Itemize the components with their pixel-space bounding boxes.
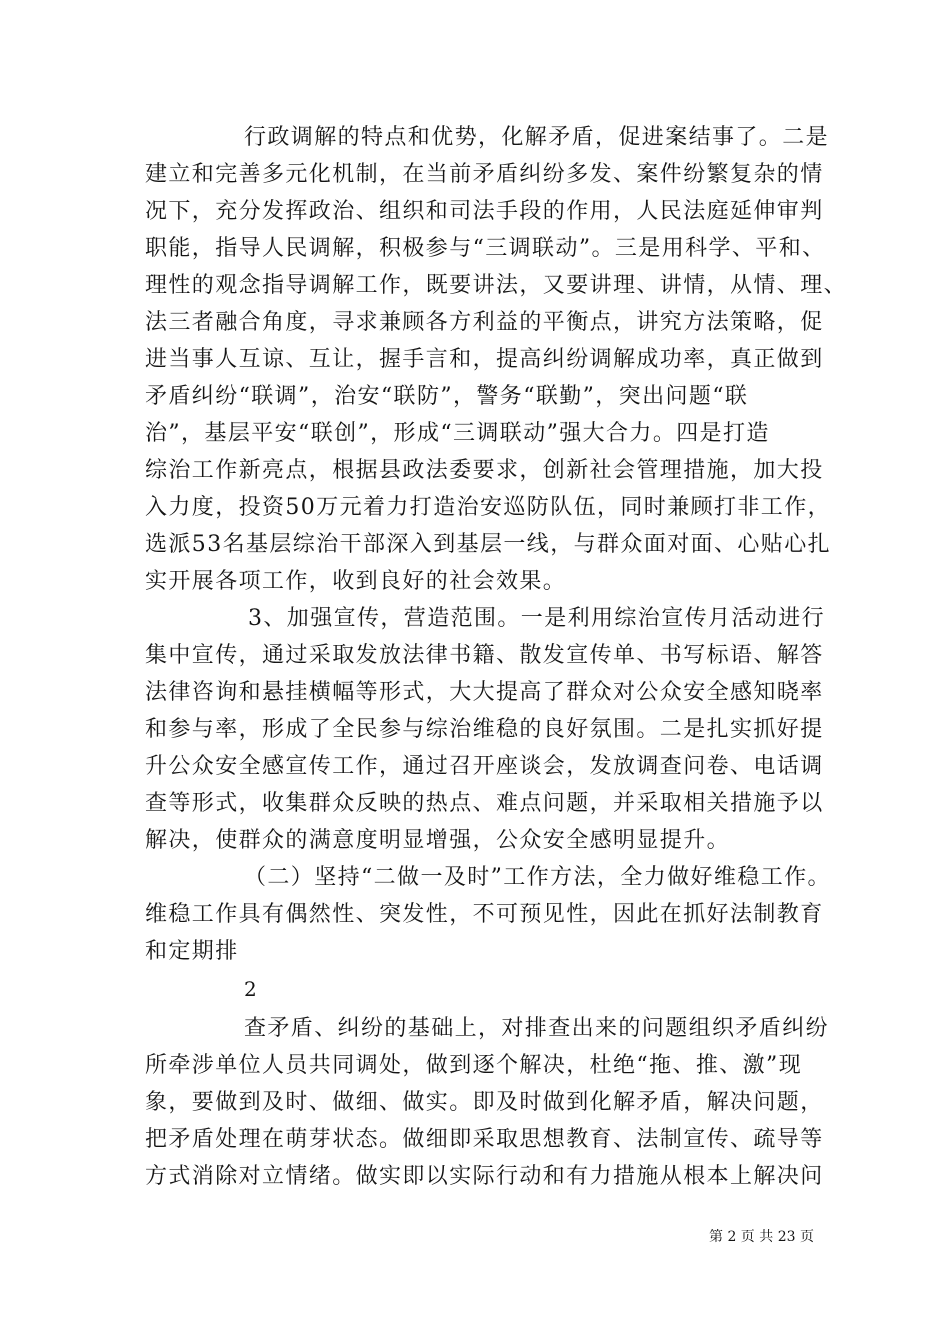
text-line: 查等形式，收集群众反映的热点、难点问题，并采取相关措施予以	[145, 791, 824, 816]
text-line: 查矛盾、纠纷的基础上，对排查出来的问题组织矛盾纠纷	[244, 1016, 830, 1041]
text-line: 理性的观念指导调解工作，既要讲法，又要讲理、讲情，从情、理、	[145, 273, 848, 298]
page-footer: 第 2 页 共 23 页	[709, 1229, 814, 1245]
text-line: 建立和完善多元化机制，在当前矛盾纠纷多发、案件纷繁复杂的情	[145, 162, 824, 187]
text-line: 治”，基层平安“联创”，形成“三调联动”强大合力。四是打造	[145, 421, 770, 446]
text-line: 法三者融合角度，寻求兼顾各方利益的平衡点，讲究方法策略，促	[145, 310, 824, 335]
text-line: 象，要做到及时、做细、做实。即及时做到化解矛盾，解决问题，	[145, 1090, 824, 1115]
inline-page-number: 2	[244, 977, 257, 1001]
text-line: （二）坚持“二做一及时”工作方法，全力做好维稳工作。	[244, 865, 831, 890]
text-line: 解决，使群众的满意度明显增强，公众安全感明显提升。	[145, 828, 731, 853]
text-line: 职能，指导人民调解，积极参与“三调联动”。三是用科学、平和、	[145, 236, 826, 261]
text-line: 综治工作新亮点，根据县政法委要求，创新社会管理措施，加大投	[145, 458, 824, 483]
text-line: 和定期排	[145, 939, 239, 964]
text-line: 选派53名基层综治干部深入到基层一线，与群众面对面、心贴心扎	[145, 532, 831, 557]
text-line: 入力度，投资50万元着力打造治安巡防队伍，同时兼顾打非工作，	[145, 495, 831, 520]
text-line: 实开展各项工作，收到良好的社会效果。	[145, 569, 567, 594]
text-line: 法律咨询和悬挂横幅等形式，大大提高了群众对公众安全感知晓率	[145, 680, 824, 705]
text-line: 行政调解的特点和优势，化解矛盾，促进案结事了。二是	[244, 125, 830, 150]
text-line: 所牵涉单位人员共同调处，做到逐个解决，杜绝“拖、推、激”现	[145, 1053, 803, 1078]
text-line: 况下，充分发挥政治、组织和司法手段的作用，人民法庭延伸审判	[145, 199, 824, 224]
text-line: 和参与率，形成了全民参与综治维稳的良好氛围。二是扎实抓好提	[145, 717, 824, 742]
text-line: 集中宣传，通过采取发放法律书籍、散发宣传单、书写标语、解答	[145, 643, 824, 668]
text-line: 升公众安全感宣传工作，通过召开座谈会，发放调查问卷、电话调	[145, 754, 824, 779]
text-line: 把矛盾处理在萌芽状态。做细即采取思想教育、法制宣传、疏导等	[145, 1127, 824, 1152]
text-line: 维稳工作具有偶然性、突发性，不可预见性，因此在抓好法制教育	[145, 902, 824, 927]
text-line: 方式消除对立情绪。做实即以实际行动和有力措施从根本上解决问	[145, 1164, 824, 1189]
text-line: 3、加强宣传，营造范围。一是利用综治宣传月活动进行	[248, 606, 825, 631]
text-line: 进当事人互谅、互让，握手言和，提高纠纷调解成功率，真正做到	[145, 347, 824, 372]
text-line: 矛盾纠纷“联调”，治安“联防”，警务“联勤”，突出问题“联	[145, 384, 749, 409]
